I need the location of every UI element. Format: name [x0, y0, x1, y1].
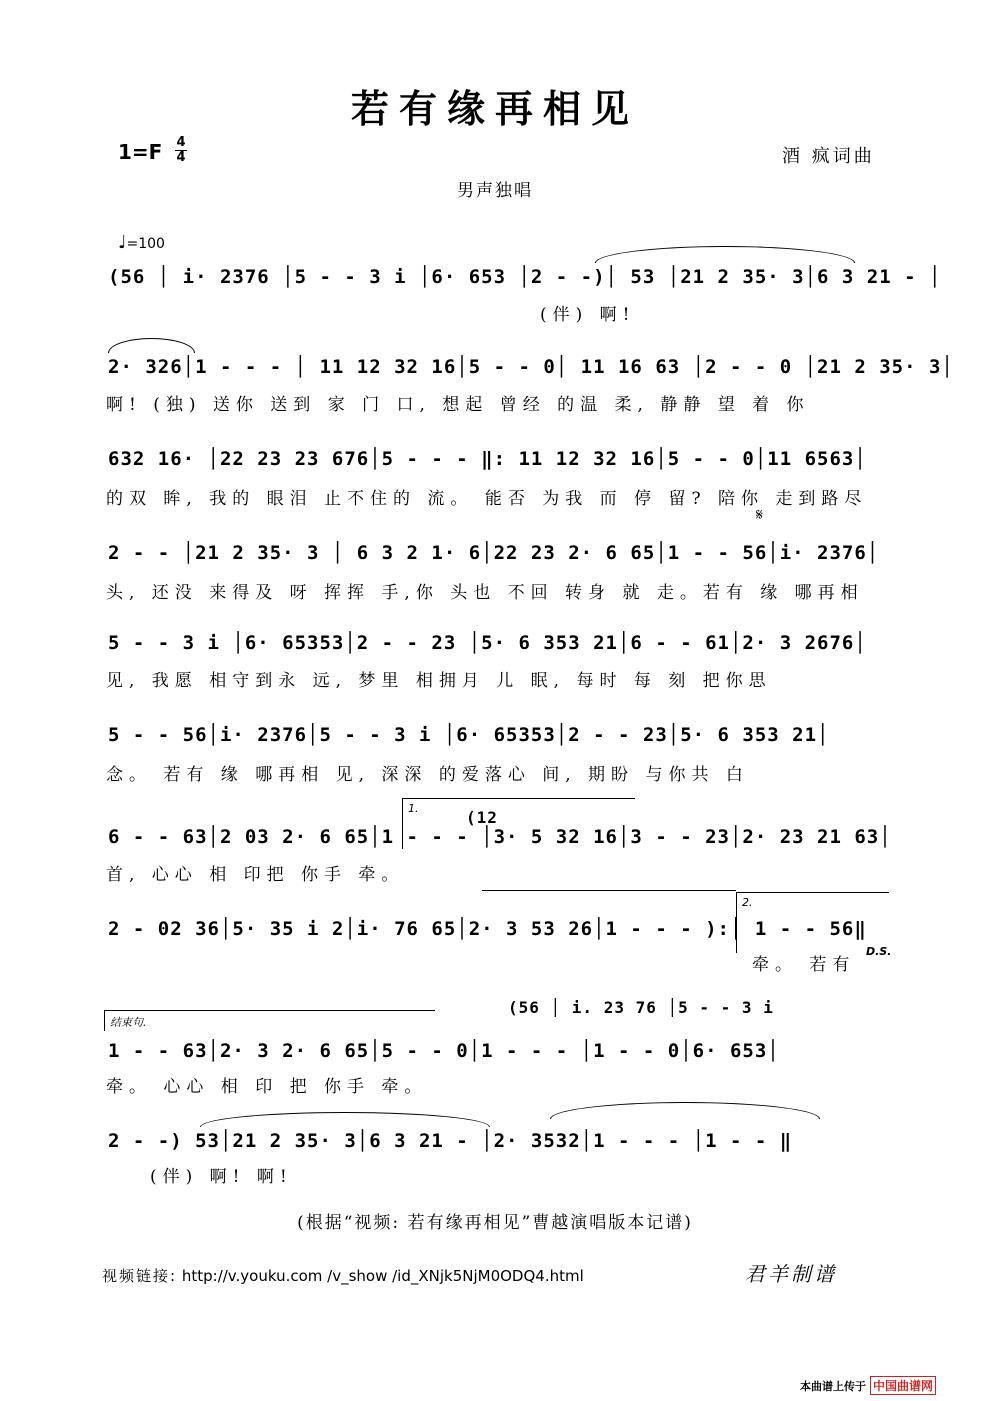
ending-bracket [104, 1010, 435, 1031]
performance-subtitle: 男声独唱 [457, 181, 533, 201]
system-9-notes: 1 - - 63│2· 3 2· 6 65│5 - - 0│1 - - - │1 - - 0│6· 653│ [108, 1040, 780, 1062]
system-5-notes: 5 - - 3 i │6· 65353│2 - - 23 │5· 6 353 21│6 - - 61│2· 3 2676│ [108, 632, 867, 654]
transcriber-signature: 君羊制谱 [745, 1262, 837, 1286]
system-1-slur [595, 246, 855, 263]
system-1-notes: (56 │ i· 2376 │5 - - 3 i │6· 653 │2 - -)│ 53 │21 2 35· 3│6 3 21 - │ [108, 266, 942, 288]
system-10-slur-2 [550, 1102, 820, 1119]
video-link-url[interactable]: http://v.youku.com /v_show /id_XNjk5NjM0ODQ4.html [181, 1267, 584, 1285]
time-signature-top: 4 [176, 135, 186, 150]
system-2-notes: 2· 326│1 - - - │ 11 12 32 16│5 - - 0│ 11 16 63 │2 - - 0 │21 2 35· 3│ [108, 356, 954, 378]
volta-1-extra: (12 [466, 808, 498, 827]
uploader-credit [800, 1376, 936, 1395]
system-4-lyrics: 头, 还没 来得及 呀 挥挥 手,你 头也 不回 转身 就 走。若有 缘 哪再相 [106, 583, 864, 603]
system-8-lyrics: 牵。 若有 [752, 955, 856, 975]
time-signature [175, 136, 187, 165]
system-3-lyrics: 的双 眸, 我的 眼泪 止不住的 流。 能否 为我 而 停 留? 陪你 走到路尽 [106, 489, 868, 509]
tempo-value: =100 [126, 236, 165, 252]
time-signature-bottom: 4 [176, 150, 186, 165]
ending-label: 结束句. [110, 1016, 147, 1029]
coda-notes: (56 │ i. 23 76 │5 - - 3 i [508, 998, 774, 1017]
author-credit: 酒 疯词曲 [782, 146, 875, 167]
volta-2-label: 2. [742, 896, 753, 909]
system-9-lyrics: 牵。 心心 相 印 把 你手 牵。 [106, 1077, 428, 1097]
system-6-lyrics: 念。 若有 缘 哪再相 见, 深深 的爱落心 间, 期盼 与你共 白 [106, 765, 749, 785]
key-signature: 1=F [118, 140, 163, 164]
tempo-marking [118, 232, 165, 253]
video-link-line [102, 1265, 584, 1286]
system-1-lyrics: (伴) 啊! [540, 305, 636, 325]
segno-mark: 𝄋 [756, 505, 763, 524]
song-title: 若有缘再相见 [350, 86, 639, 131]
system-7-lyrics: 首, 心心 相 印把 你手 牵。 [106, 865, 405, 885]
system-3-notes: 632 16· │22 23 23 676│5 - - - ‖: 11 12 32 16│5 - - 0│11 6563│ [108, 448, 867, 470]
system-4-notes: 2 - - │21 2 35· 3 │ 6 3 2 1· 6│22 23 2· 6 65│1 - - 56│i· 2376│ [108, 542, 880, 564]
system-8-notes: 2 - 02 36│5· 35 i 2│i· 76 65│2· 3 53 26│1 - - - ):│ 1 - - 56‖ [108, 918, 867, 940]
site-logo[interactable]: 中国曲谱网 [870, 1376, 936, 1395]
system-6-notes: 5 - - 56│i· 2376│5 - - 3 i │6· 65353│2 - - 23│5· 6 353 21│ [108, 724, 830, 746]
system-2-lyrics: 啊! (独) 送你 送到 家 门 口, 想起 曾经 的温 柔, 静静 望 着 你 [106, 395, 810, 415]
system-10-slur-1 [200, 1112, 490, 1127]
system-10-notes: 2 - -) 53│21 2 35· 3│6 3 21 - │2· 3532│1 - - - │1 - - ‖ [108, 1130, 793, 1152]
uploader-text: 本曲谱上传于 [800, 1380, 866, 1393]
footer-note: (根据“视频: 若有缘再相见”曹越演唱版本记谱) [297, 1213, 693, 1233]
system-5-lyrics: 见, 我愿 相守到永 远, 梦里 相拥月 儿 眠, 每时 每 刻 把你思 [106, 671, 772, 691]
system-10-lyrics: (伴) 啊! 啊! [150, 1167, 293, 1187]
volta-1-label: 1. [408, 802, 419, 815]
system-8-bracket [482, 890, 736, 891]
video-link-label: 视频链接: [102, 1267, 178, 1285]
system-7-notes: 6 - - 63│2 03 2· 6 65│1 - - - │3· 5 32 16│3 - - 23│2· 23 21 63│ [108, 826, 892, 848]
system-2-slur [108, 338, 195, 353]
quarter-note-icon: ♩ [118, 232, 127, 253]
ds-mark: D.S. [866, 945, 892, 958]
